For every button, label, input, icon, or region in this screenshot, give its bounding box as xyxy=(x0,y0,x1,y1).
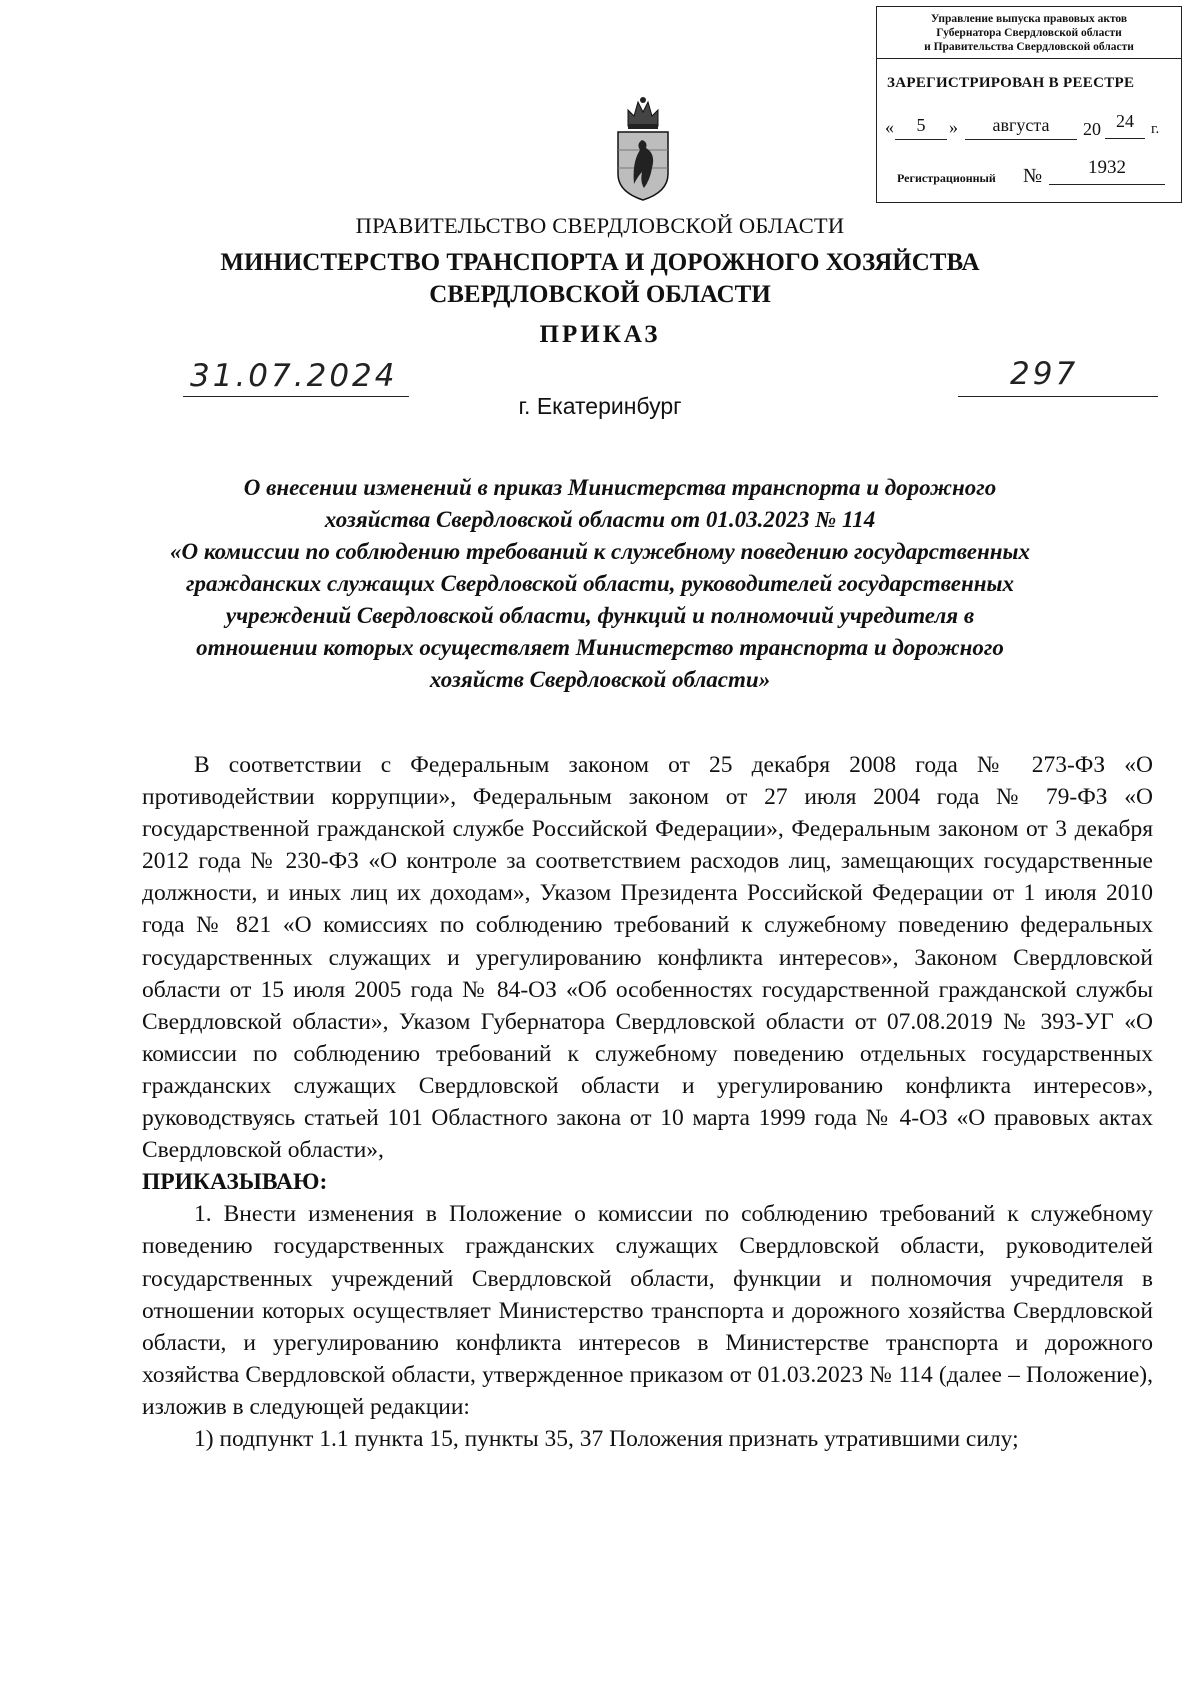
order-subject xyxy=(130,472,1070,696)
document-type: ПРИКАЗ xyxy=(539,321,661,348)
stamp-close-quote: » xyxy=(949,117,958,137)
stamp-month: августа xyxy=(965,115,1077,140)
ministry-name-line2: СВЕРДЛОВСКОЙ ОБЛАСТИ xyxy=(429,281,771,308)
subject-line: хозяйств Свердловской области» xyxy=(429,667,771,692)
order-body xyxy=(142,749,1153,1455)
stamp-year-prefix: 20 xyxy=(1083,119,1101,139)
ministry-name-line1: МИНИСТЕРСТВО ТРАНСПОРТА И ДОРОЖНОГО ХОЗЯЙСТВА xyxy=(220,249,980,276)
preamble-paragraph: В соответствии с Федеральным законом от 25 декабря 2008 года № 273-ФЗ «О противодействии коррупции», Федеральным законом от 27 июля 2004 года № 79-ФЗ «О государственной гражданской службе Российской Федерации», Федеральным законом от 3 декабря 2012 года № 230-ФЗ «О контроле за соответствием расходов лиц, замещающих государственные должности, и иных лиц их доходам», Указом Президента Российской Федерации от 1 июля 2010 года № 821 «О комиссиях по соблюдению требований к служебному поведению федеральных государственных служащих и урегулированию конфликта интересов», Законом Свердловской области от 15 июля 2005 года № 84-ОЗ «Об особенностях государственной гражданской службы Свердловской области», Указом Губернатора Свердловской области от 07.08.2019 № 393-УГ «О комиссии по соблюдению требований к служебному поведению отдельных государственных гражданских служащих Свердловской области и урегулированию конфликта интересов», руководствуясь статьей 101 Областного закона от 10 марта 1999 года № 4-ОЗ «О правовых актах Свердловской области», xyxy=(142,752,1153,1164)
order-date: 31.07.2024 xyxy=(190,358,398,394)
order-word: ПРИКАЗЫВАЮ: xyxy=(142,1169,328,1196)
stamp-reg-number-label: Регистрационный xyxy=(897,171,996,185)
government-name: ПРАВИТЕЛЬСТВО СВЕРДЛОВСКОЙ ОБЛАСТИ xyxy=(355,213,845,238)
stamp-header-line: Губернатора Свердловской области xyxy=(936,27,1122,39)
subject-line: отношении которых осуществляет Министерство транспорта и дорожного xyxy=(196,635,1004,660)
stamp-open-quote: « xyxy=(885,117,894,137)
order-number: 297 xyxy=(1010,356,1079,392)
city: г. Екатеринбург xyxy=(518,393,682,419)
subject-line: «О комиссии по соблюдению требований к служебному поведению государственных xyxy=(169,539,1031,564)
stamp-year-suffix: 24 xyxy=(1105,111,1145,139)
stamp-number-row xyxy=(897,157,1173,187)
subject-line: хозяйства Свердловской области от 01.03.2023 № 114 xyxy=(324,507,876,532)
stamp-registered-label: ЗАРЕГИСТРИРОВАН В РЕЕСТРЕ xyxy=(887,75,1135,91)
point-1-paragraph: 1. Внести изменения в Положение о комиссии по соблюдению требований к служебному поведению государственных гражданских служащих Свердловской области, руководителей государственных учреждений Свердловской области, функции и полномочия учредителя в отношении которых осуществляет Министерство транспорта и дорожного хозяйства Свердловской области, и урегулированию конфликта интересов в Министерстве транспорта и дорожного хозяйства Свердловской области, утвержденное приказом от 01.03.2023 № 114 (далее – Положение), изложив в следующей редакции: xyxy=(142,1201,1153,1420)
stamp-year-abbr: г. xyxy=(1151,121,1160,137)
coat-of-arms-icon xyxy=(614,92,672,202)
stamp-header-line: Управление выпуска правовых актов xyxy=(930,13,1128,25)
stamp-number-sign: № xyxy=(1023,165,1043,187)
stamp-day: 5 xyxy=(895,115,947,140)
subpoint-1-paragraph: 1) подпункт 1.1 пункта 15, пункты 35, 37 Положения признать утратившими силу; xyxy=(194,1425,1019,1452)
subject-line: О внесении изменений в приказ Министерства транспорта и дорожного xyxy=(243,475,997,500)
stamp-reg-number: 1932 xyxy=(1049,157,1165,185)
stamp-header xyxy=(877,7,1181,59)
subject-line: учреждений Свердловской области, функций и полномочий учредителя в xyxy=(225,603,975,628)
registry-stamp xyxy=(876,6,1182,203)
subject-line: гражданских служащих Свердловской области, руководителей государственных xyxy=(186,571,1014,596)
stamp-header-line: и Правительства Свердловской области xyxy=(924,41,1134,53)
stamp-date-row xyxy=(885,111,1175,141)
